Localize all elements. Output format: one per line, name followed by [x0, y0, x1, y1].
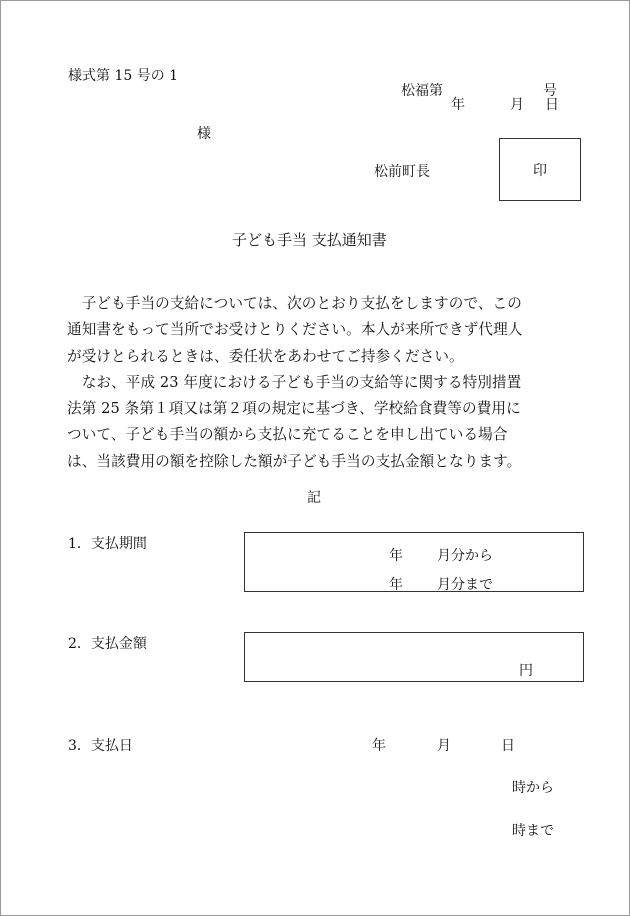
body-text — [67, 291, 567, 475]
body-line: が受けとられるときは、委任状をあわせてご持参ください。 — [67, 347, 464, 365]
payment-date-label: 3．支払日 — [68, 738, 133, 754]
body-line: 法第 25 条第１項又は第２項の規定に基づき、学校給食費等の費用に — [67, 400, 521, 418]
body-line: ついて、子ども手当の額から支払に充てることを申し出ている場合 — [67, 426, 508, 444]
payment-date-month: 月 — [437, 738, 451, 754]
payment-time-from: 時から — [512, 780, 554, 796]
ki-heading: 記 — [307, 490, 321, 506]
payment-period-label: 1．支払期間 — [68, 536, 147, 552]
payment-amount-box — [244, 632, 584, 682]
seal-box — [499, 138, 581, 201]
addressee-suffix: 様 — [197, 126, 211, 142]
body-line: なお、平成 23 年度における子ども手当の支給等に関する特別措置 — [67, 373, 522, 391]
period-from-year: 年 — [389, 548, 403, 564]
period-to-month: 月分まで — [437, 577, 493, 593]
form-number: 様式第 15 号の 1 — [68, 68, 179, 84]
issue-date-year: 年 — [451, 97, 465, 113]
payment-amount-label: 2．支払金額 — [68, 636, 147, 652]
body-line: 通知書をもって当所でお受けとりください。本人が来所できず代理人 — [67, 321, 523, 339]
issuer-name: 松前町長 — [374, 164, 430, 180]
document-number-prefix: 松福第 — [401, 83, 443, 99]
seal-label: 印 — [533, 162, 547, 179]
amount-unit: 円 — [519, 663, 533, 679]
issue-date-day: 日 — [545, 97, 559, 113]
payment-period-box — [244, 532, 584, 592]
period-to-year: 年 — [389, 577, 403, 593]
document-number-suffix: 号 — [543, 83, 557, 99]
period-from-month: 月分から — [437, 548, 493, 564]
document-title: 子ども手当 支払通知書 — [232, 231, 387, 249]
issue-date-month: 月 — [510, 97, 524, 113]
body-line: 子ども手当の支給については、次のとおり支払をしますので、この — [67, 295, 522, 312]
body-line: は、当該費用の額を控除した額が子ども手当の支払金額となります。 — [67, 452, 522, 470]
payment-date-day: 日 — [501, 738, 515, 754]
payment-time-to: 時まで — [512, 823, 554, 839]
payment-date-year: 年 — [372, 738, 386, 754]
